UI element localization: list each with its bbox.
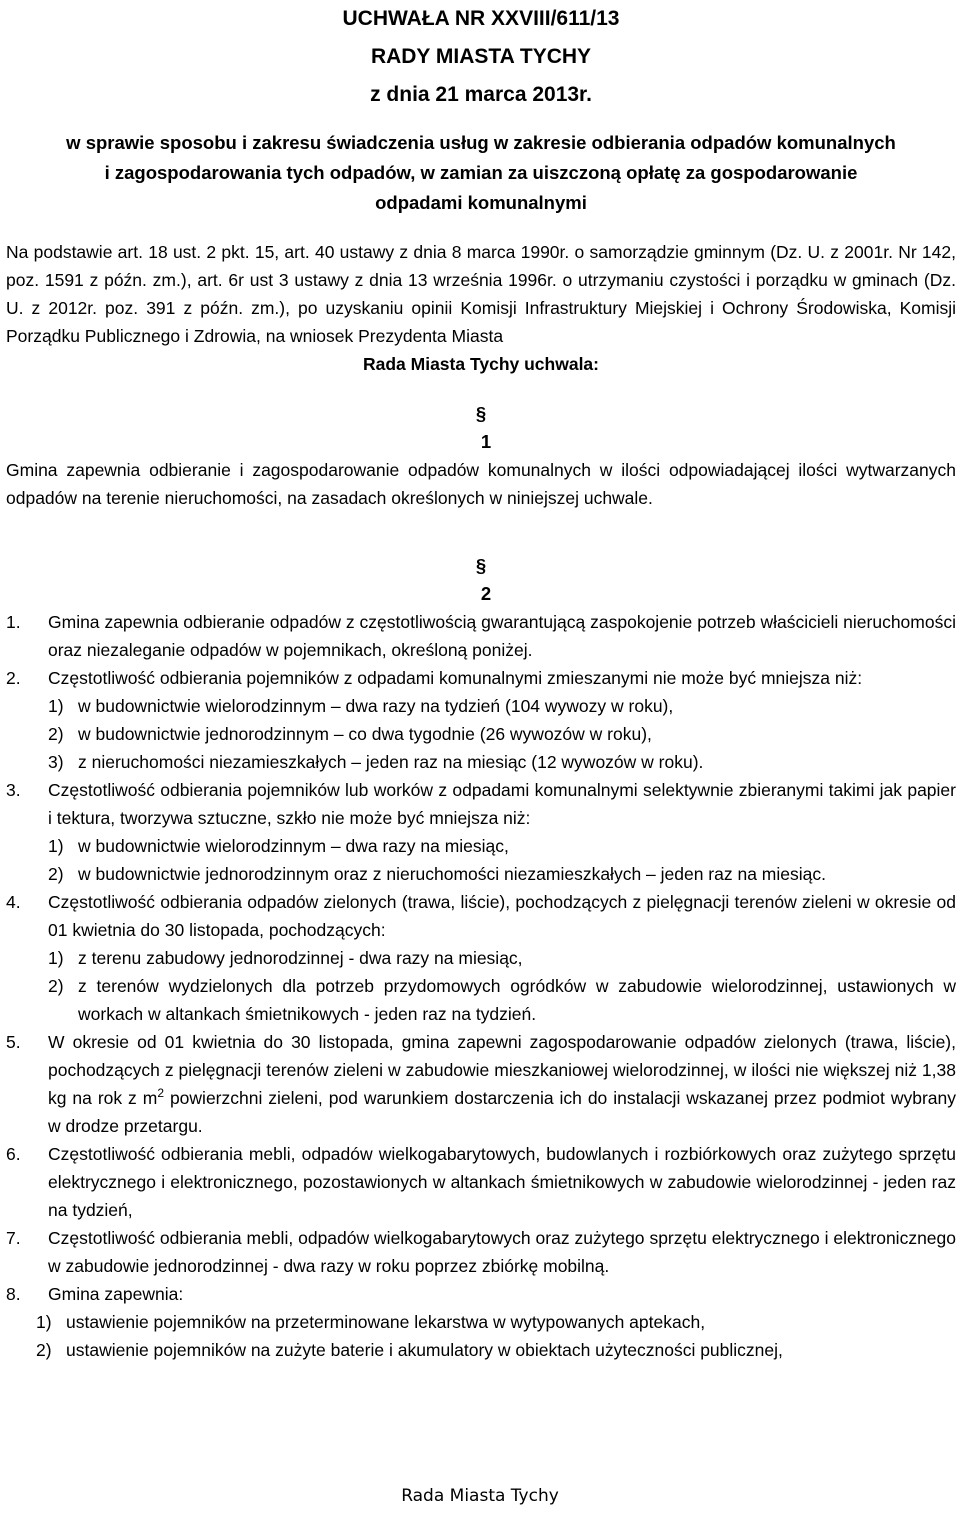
item-number: 3. bbox=[6, 780, 21, 800]
sub-list-item bbox=[48, 944, 956, 972]
item-text: Częstotliwość odbierania odpadów zielonych (trawa, liście), pochodzących z pielęgnacji terenów zieleni w okresie od 01 kwietnia do 30 listopada, pochodzących: bbox=[48, 892, 956, 940]
section-number: 2 bbox=[480, 583, 492, 604]
list-item bbox=[6, 1280, 956, 1364]
item-number: 7. bbox=[6, 1228, 21, 1248]
legal-basis: Na podstawie art. 18 ust. 2 pkt. 15, art. 40 ustawy z dnia 8 marca 1990r. o samorządzie gminnym (Dz. U. z 2001r. Nr 142, poz. 1591 z późn. zm.), art. 6r ust 3 ustawy z dnia 13 września 1996r. o utrzymaniu czystości i porządku w gminach (Dz. U. z 2012r. poz. 391 z późn. zm.), po uzyskaniu opinii Komisji Infrastruktury Miejskiej i Ochrony Środowiska, Komisji Porządku Publicznego i Zdrowia, na wniosek Prezydenta Miasta bbox=[6, 242, 956, 346]
sub-item-number: 2) bbox=[48, 724, 64, 744]
sub-item-text: z terenu zabudowy jednorodzinnej - dwa razy na miesiąc, bbox=[78, 948, 523, 968]
item-text: Częstotliwość odbierania mebli, odpadów wielkogabarytowych oraz zużytego sprzętu elektrycznego i elektronicznego w zabudowie jednorodzinnej - dwa razy w roku poprzez zbiórkę mobilną. bbox=[48, 1228, 956, 1276]
sub-list bbox=[36, 1308, 956, 1364]
section-number: 1 bbox=[480, 431, 492, 452]
subject-line: w sprawie sposobu i zakresu świadczenia usług w zakresie odbierania odpadów komunalnych bbox=[66, 132, 896, 153]
item-text-after: powierzchni zieleni, pod warunkiem dostarczenia ich do instalacji wskazanej przez podmiot wybrany w drodze przetargu. bbox=[48, 1088, 956, 1136]
item-number: 5. bbox=[6, 1032, 21, 1052]
resolution-number: UCHWAŁA NR XXVIII/611/13 bbox=[342, 7, 620, 30]
item-text: Gmina zapewnia odbieranie odpadów z częstotliwością gwarantującą zaspokojenie potrzeb właścicieli nieruchomości oraz niezaleganie odpadów w pojemnikach, określoną poniżej. bbox=[48, 612, 956, 660]
sub-item-text: w budownictwie jednorodzinnym – co dwa tygodnie (26 wywozów w roku), bbox=[78, 724, 652, 744]
sub-item-text: ustawienie pojemników na zużyte baterie i akumulatory w obiektach użyteczności publicznej, bbox=[66, 1340, 783, 1360]
subject-line: i zagospodarowania tych odpadów, w zamian za uiszczoną opłatę za gospodarowanie bbox=[104, 162, 858, 183]
sub-item-text: z terenów wydzielonych dla potrzeb przydomowych ogródków w zabudowie wielorodzinnej, ustawionych w workach w altankach śmietnikowych - jeden raz na tydzień. bbox=[78, 976, 956, 1024]
item-text: Częstotliwość odbierania pojemników z odpadami komunalnymi zmieszanymi nie może być mniejsza niż: bbox=[48, 668, 863, 688]
sub-list bbox=[48, 944, 956, 1028]
item-number: 1. bbox=[6, 612, 21, 632]
resolution-date: z dnia 21 marca 2013r. bbox=[370, 83, 592, 106]
sub-item-text: w budownictwie jednorodzinnym oraz z nieruchomości niezamieszkałych – jeden raz na miesiąc. bbox=[78, 864, 826, 884]
sub-list-item bbox=[48, 748, 956, 776]
sub-item-number: 3) bbox=[48, 752, 64, 772]
sub-item-text: z nieruchomości niezamieszkałych – jeden raz na miesiąc (12 wywozów w roku). bbox=[78, 752, 704, 772]
sub-item-number: 1) bbox=[48, 696, 64, 716]
item-number: 2. bbox=[6, 668, 21, 688]
sub-list bbox=[48, 692, 956, 776]
sub-list-item bbox=[48, 860, 956, 888]
sub-item-number: 1) bbox=[48, 836, 64, 856]
list-item bbox=[6, 608, 956, 664]
sub-item-number: 1) bbox=[48, 948, 64, 968]
list-item bbox=[6, 1140, 956, 1224]
section-sign: § bbox=[475, 403, 487, 424]
list-item bbox=[6, 664, 956, 776]
sub-item-number: 2) bbox=[36, 1340, 52, 1360]
sub-list-item bbox=[36, 1308, 956, 1336]
item-text: Częstotliwość odbierania mebli, odpadów wielkogabarytowych, budowlanych i rozbiórkowych oraz zużytego sprzętu elektrycznego i elektronicznego, pozostawionych w altankach śmietnikowych w zabudowie wielorodzinnej - jeden raz na tydzień, bbox=[48, 1144, 956, 1220]
sub-item-number: 2) bbox=[48, 864, 64, 884]
item-text: Częstotliwość odbierania pojemników lub worków z odpadami komunalnymi selektywnie zbieranymi takimi jak papier i tektura, tworzywa sztuczne, szkło nie może być mniejsza niż: bbox=[48, 780, 956, 828]
sub-item-text: w budownictwie wielorodzinnym – dwa razy na miesiąc, bbox=[78, 836, 509, 856]
section-1-heading bbox=[6, 400, 956, 456]
resolution-subject bbox=[6, 128, 956, 218]
section-2-list bbox=[6, 608, 956, 1364]
superscript: 2 bbox=[157, 1086, 165, 1101]
sub-list-item bbox=[36, 1336, 956, 1364]
subject-line: odpadami komunalnymi bbox=[375, 192, 587, 213]
section-1-text: Gmina zapewnia odbieranie i zagospodarowanie odpadów komunalnych w ilości odpowiadającej ilości wytwarzanych odpadów na terenie nieruchomości, na zasadach określonych w niniejszej uchwale. bbox=[6, 460, 956, 508]
item-text: Gmina zapewnia: bbox=[48, 1284, 184, 1304]
section-sign: § bbox=[475, 555, 487, 576]
item-number: 6. bbox=[6, 1144, 21, 1164]
list-item bbox=[6, 888, 956, 1028]
document-header bbox=[6, 0, 956, 114]
council-name: RADY MIASTA TYCHY bbox=[370, 45, 592, 68]
resolves-heading: Rada Miasta Tychy uchwala: bbox=[362, 354, 599, 374]
sub-item-number: 1) bbox=[36, 1312, 52, 1332]
sub-list bbox=[48, 832, 956, 888]
item-number: 8. bbox=[6, 1284, 21, 1304]
sub-item-text: ustawienie pojemników na przeterminowane lekarstwa w wytypowanych aptekach, bbox=[66, 1312, 706, 1332]
page-footer: Rada Miasta Tychy bbox=[401, 1486, 559, 1506]
sub-list-item bbox=[48, 720, 956, 748]
sub-item-text: w budownictwie wielorodzinnym – dwa razy na tydzień (104 wywozy w roku), bbox=[78, 696, 674, 716]
sub-list-item bbox=[48, 692, 956, 720]
item-text-before: W okresie od 01 kwietnia do 30 listopada, gmina zapewni zagospodarowanie odpadów zielonych (trawa, liście), pochodzących z pielęgnacji terenów zieleni w zabudowie mieszkaniowej wielorodzinnej, w ilości nie większej niż 1,38 kg na rok z m bbox=[48, 1032, 956, 1108]
sub-list-item bbox=[48, 832, 956, 860]
item-number: 4. bbox=[6, 892, 21, 912]
list-item bbox=[6, 776, 956, 888]
section-2-heading bbox=[6, 552, 956, 608]
list-item bbox=[6, 1224, 956, 1280]
document-page bbox=[6, 0, 956, 1364]
sub-list-item bbox=[48, 972, 956, 1028]
list-item bbox=[6, 1028, 956, 1140]
sub-item-number: 2) bbox=[48, 976, 64, 996]
